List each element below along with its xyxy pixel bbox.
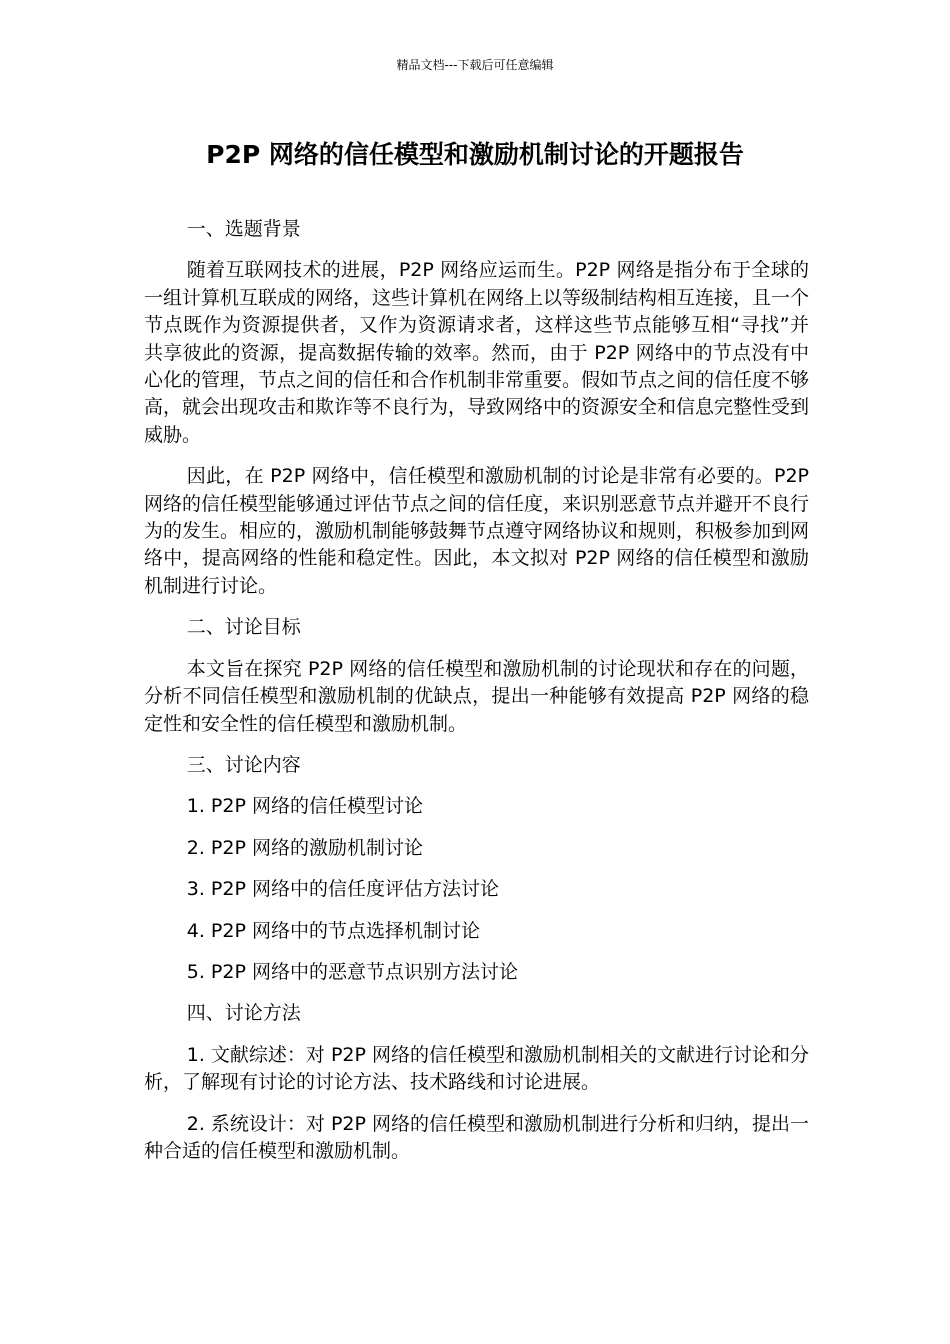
goal-paragraph: 本文旨在探究 P2P 网络的信任模型和激励机制的讨论现状和存在的问题，分析不同信任模型和激励机制的优缺点，提出一种能够有效提高 P2P 网络的稳定性和安全性的信任模型和激励机制。	[144, 657, 809, 735]
section-heading-goal: 二、讨论目标	[186, 616, 301, 639]
header-note: 精品文档---下载后可任意编辑	[396, 58, 554, 72]
content-list-item: 1. P2P 网络的信任模型讨论	[186, 795, 423, 818]
section-heading-content: 三、讨论内容	[186, 753, 301, 776]
section-heading-background: 一、选题背景	[186, 218, 301, 240]
background-paragraph-2: 因此，在 P2P 网络中，信任模型和激励机制的讨论是非常有必要的。P2P 网络的信任模型能够通过评估节点之间的信任度，来识别恶意节点并避开不良行为的发生。相应的，激励机制能够鼓舞节点遵守网络协议和规则，积极参加到网络中，提高网络的性能和稳定性。因此，本文拟对 P2P 网络的信任模型和激励机制进行讨论。	[144, 465, 810, 597]
content-list-item: 5. P2P 网络中的恶意节点识别方法讨论	[186, 960, 518, 983]
background-paragraph-1: 随着互联网技术的进展，P2P 网络应运而生。P2P 网络是指分布于全球的一组计算机互联成的网络，这些计算机在网络上以等级制结构相互连接，且一个节点既作为资源提供者，又作为资源请求者，这样这些节点能够互相“寻找”并共享彼此的资源，提高数据传输的效率。然而，由于 P2P 网络中的节点没有中心化的管理，节点之间的信任和合作机制非常重要。假如节点之间的信任度不够高，就会出现攻击和欺诈等不良行为，导致网络中的资源安全和信息完整性受到威胁。	[144, 259, 810, 446]
content-list-item: 4. P2P 网络中的节点选择机制讨论	[186, 919, 480, 942]
content-list-item: 3. P2P 网络中的信任度评估方法讨论	[186, 878, 499, 901]
method-list-item: 1. 文献综述：对 P2P 网络的信任模型和激励机制相关的文献进行讨论和分析，了解现有讨论的讨论方法、技术路线和讨论进展。	[144, 1043, 810, 1094]
content-list-item: 2. P2P 网络的激励机制讨论	[186, 836, 423, 859]
section-heading-method: 四、讨论方法	[186, 1002, 301, 1025]
document-body	[144, 216, 809, 1179]
document-title: P2P 网络的信任模型和激励机制讨论的开题报告	[206, 140, 744, 169]
method-list-item: 2. 系统设计：对 P2P 网络的信任模型和激励机制进行分析和归纳，提出一种合适的信任模型和激励机制。	[144, 1112, 810, 1162]
